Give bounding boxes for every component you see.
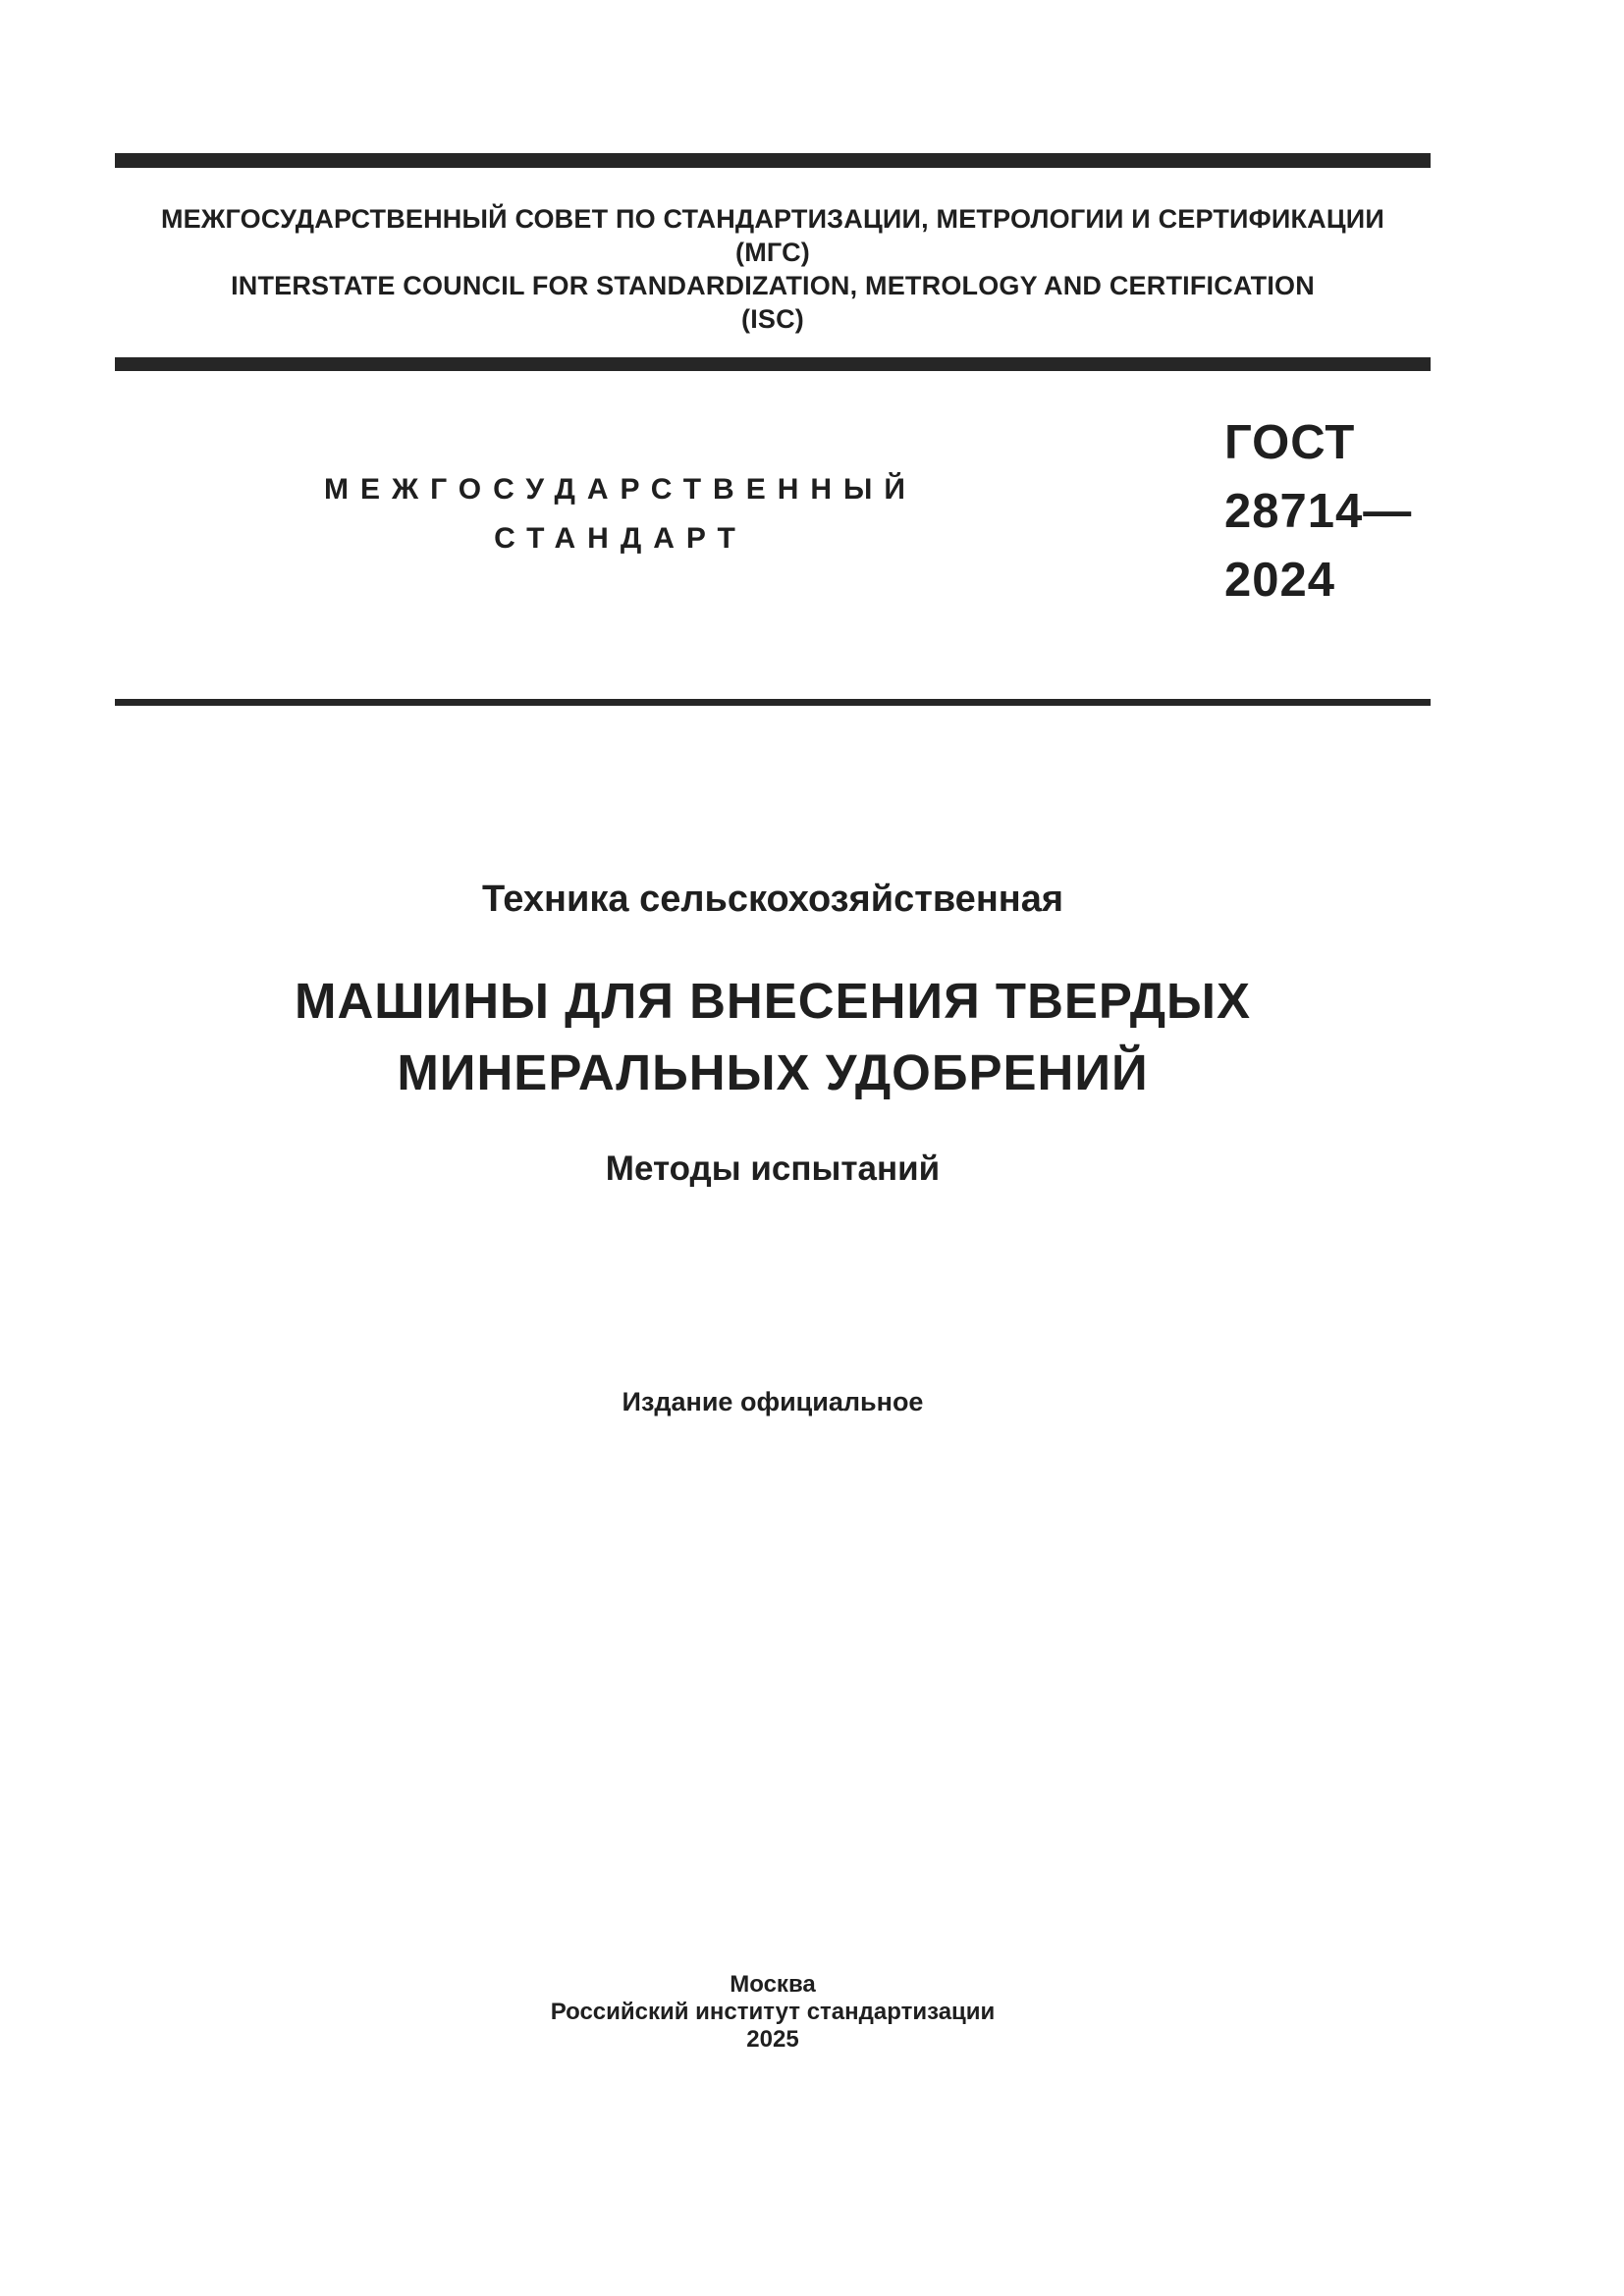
edition-note: Издание официальное: [622, 1387, 924, 1416]
council-abbr-en: (ISC): [741, 304, 804, 334]
thin-rule: [115, 699, 1431, 706]
gost-code-number: 28714—: [1224, 485, 1413, 538]
title-main-line2: МИНЕРАЛЬНЫХ УДОБРЕНИЙ: [397, 1044, 1149, 1100]
imprint-city: Москва: [730, 1971, 816, 1998]
standard-type-label: [115, 465, 1126, 563]
title-method: Методы испытаний: [605, 1149, 941, 1188]
title-main: [115, 965, 1431, 1108]
standard-type-line2: СТАНДАРТ: [494, 522, 747, 555]
council-name-ru: МЕЖГОСУДАРСТВЕННЫЙ СОВЕТ ПО СТАНДАРТИЗАЦИИ, МЕТРОЛОГИИ И СЕРТИФИКАЦИИ: [160, 204, 1385, 234]
middle-rule: [115, 357, 1431, 371]
imprint-publisher: Российский институт стандартизации: [550, 1999, 996, 2025]
gost-code-prefix: ГОСТ: [1224, 416, 1356, 469]
title-main-line1: МАШИНЫ ДЛЯ ВНЕСЕНИЯ ТВЕРДЫХ: [294, 973, 1251, 1029]
imprint-year: 2025: [746, 2026, 799, 2053]
council-header: [115, 202, 1431, 336]
standard-type-line1: МЕЖГОСУДАРСТВЕННЫЙ: [324, 473, 917, 506]
imprint-block: [115, 1971, 1431, 2054]
standard-designation: [1224, 408, 1412, 614]
council-abbr-ru: (МГС): [735, 238, 810, 267]
gost-code-year: 2024: [1224, 554, 1336, 607]
title-subject: Техника сельскохозяйственная: [481, 879, 1064, 920]
top-rule: [115, 153, 1431, 168]
council-name-en: INTERSTATE COUNCIL FOR STANDARDIZATION, METROLOGY AND CERTIFICATION: [231, 271, 1315, 300]
